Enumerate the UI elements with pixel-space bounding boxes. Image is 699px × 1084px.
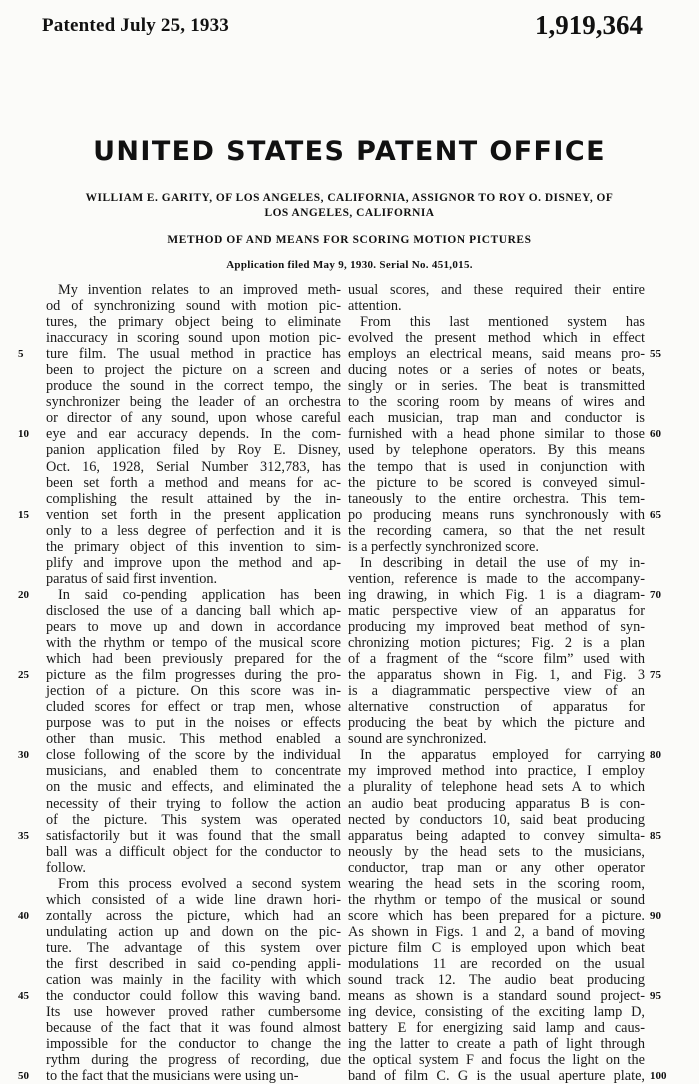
text-line: the picture to be scored is conveyed simul-	[348, 474, 645, 491]
inventor-line: WILLIAM E. GARITY, OF LOS ANGELES, CALIFORNIA, ASSIGNOR TO ROY O. DISNEY, OF	[85, 192, 614, 204]
text-line: inaccuracy in scoring sound upon motion pic-	[46, 330, 341, 347]
text-line: From this last mentioned system has	[360, 314, 645, 331]
office-heading: UNITED STATES PATENT OFFICE	[93, 136, 606, 167]
text-line: zontally across the picture, which had an	[46, 907, 341, 924]
text-line: an audio beat producing apparatus B is con-	[348, 795, 645, 812]
text-line: ing device, consisting of the exciting lamp D,	[348, 1004, 645, 1021]
text-line: alternative construction of apparatus for	[348, 699, 645, 716]
line-number-right: 95	[650, 990, 661, 1003]
text-line: only to a less degree of perfection and it is	[46, 522, 341, 539]
line-number-right: 85	[650, 829, 661, 842]
text-line: undulating action up and down on the pic-	[46, 923, 341, 940]
line-number-left: 35	[18, 829, 29, 842]
text-line: battery E for energizing said lamp and caus-	[348, 1020, 645, 1037]
text-line: jection of a picture. On this score was in-	[46, 683, 341, 700]
inventor-assignee	[30, 191, 669, 221]
text-line: Oct. 16, 1928, Serial Number 312,783, has	[46, 458, 341, 475]
text-line: conductor, trap man or any other operator	[348, 859, 645, 876]
text-line: sound track 12. The audio beat producing	[348, 972, 645, 989]
text-line: purpose was to put in the noises or effects	[46, 715, 341, 732]
line-number-left: 40	[18, 909, 29, 922]
text-line: each musician, trap man and conductor is	[348, 410, 645, 427]
text-line: cation was mainly in the facility with which	[46, 972, 341, 989]
application-info: Application filed May 9, 1930. Serial No. 451,015.	[226, 259, 473, 271]
text-line: the primary object of this invention to sim-	[46, 538, 341, 555]
text-line: to the fact that the musicians were using un-	[46, 1068, 299, 1084]
text-line: matic perspective view of an apparatus for	[348, 602, 645, 619]
text-line: score which has been prepared for a picture.	[348, 907, 645, 924]
text-line: panion application filed by Roy E. Disney,	[46, 442, 341, 459]
text-line: As shown in Figs. 1 and 2, a band of moving	[348, 923, 645, 940]
text-line: complishing the result attained by the in-	[46, 490, 341, 507]
line-number-left: 5	[18, 348, 24, 361]
text-line: means as shown is a standard sound project-	[348, 988, 645, 1005]
text-line: vention, reference is made to the accompany-	[348, 570, 645, 587]
text-line: with the rhythm or tempo of the musical score	[46, 635, 341, 652]
text-line: ture film. The usual method in practice has	[46, 346, 341, 363]
text-line: sound are synchronized.	[348, 731, 487, 748]
text-line: close following of the score by the individual	[46, 747, 341, 764]
text-line: or director of any sound, upon whose careful	[46, 410, 341, 427]
text-line: producing the beat by which the picture and	[348, 715, 645, 732]
line-number-right: 60	[650, 428, 661, 441]
text-line: usual scores, and these required their entire	[348, 282, 645, 298]
text-line: a plurality of telephone head sets A to which	[348, 779, 645, 796]
invention-title: METHOD OF AND MEANS FOR SCORING MOTION PICTURES	[167, 234, 532, 246]
inventor-line: LOS ANGELES, CALIFORNIA	[264, 207, 435, 219]
text-line: used by telephone operators. By this means	[348, 442, 645, 459]
text-line: follow.	[46, 859, 86, 876]
text-line: of a fragment of the “score film” used with	[348, 651, 645, 668]
line-number-left: 10	[18, 428, 29, 441]
text-line: band of film C. G is the usual aperture plate,	[348, 1068, 645, 1084]
text-line: neously by the head sets to the musicians,	[348, 843, 645, 860]
text-line: plify and improve upon the method and ap-	[46, 554, 341, 571]
text-line: chronizing motion pictures; Fig. 2 is a plan	[348, 635, 645, 652]
text-line: pears to move up and down in accordance	[46, 618, 341, 635]
text-line: modulations 11 are recorded on the usual	[348, 955, 645, 972]
line-number-right: 75	[650, 669, 661, 682]
text-line: singly or in series. The beat is transmitted	[348, 378, 645, 395]
text-line: because of the fact that it was found almost	[46, 1020, 341, 1037]
text-line: the recording camera, so that the net result	[348, 522, 645, 539]
text-line: the rhythm or tempo of the musical or sound	[348, 891, 645, 908]
line-number-right: 65	[650, 508, 661, 521]
text-line: furnished with a head phone similar to those	[348, 426, 645, 443]
line-number-right: 80	[650, 749, 661, 762]
text-line: ing drawing, in which Fig. 1 is a diagram-	[348, 586, 645, 603]
text-line: wearing the head sets in the scoring room,	[348, 875, 645, 892]
text-line: In describing in detail the use of my in-	[360, 554, 645, 571]
text-line: taneously to the entire orchestra. This tem-	[348, 490, 645, 507]
patent-number: 1,919,364	[535, 10, 643, 40]
text-line: paratus of said first invention.	[46, 570, 218, 587]
left-text-column	[46, 282, 341, 1084]
line-number-left: 20	[18, 588, 29, 601]
text-line: the first described in said co-pending appli-	[46, 955, 341, 972]
text-line: ducing notes or a series of notes or beats,	[348, 362, 645, 379]
text-line: the conductor could follow this waving band.	[46, 988, 341, 1005]
text-line: been to project the picture on a screen and	[46, 362, 341, 379]
text-line: satisfactorily but it was found that the small	[46, 827, 341, 844]
text-line: disclosed the use of a dancing ball which ap-	[46, 602, 341, 619]
text-line: apparatus being adapted to convey simulta-	[348, 827, 645, 844]
text-line: is a perfectly synchronized score.	[348, 538, 539, 555]
text-line: rythm during the progress of recording, due	[46, 1052, 341, 1069]
text-line: my improved method into practice, I employ	[348, 763, 645, 780]
line-number-right: 90	[650, 909, 661, 922]
text-line: to the scoring room by means of wires and	[348, 394, 645, 411]
text-line: cluded scores for effect or trap men, whose	[46, 699, 341, 716]
text-line: picture film C is employed upon which beat	[348, 939, 645, 956]
text-line: ball was a difficult object for the conductor to	[46, 843, 341, 860]
text-line: produce the sound in the correct tempo, the	[46, 378, 341, 395]
text-line: is a diagrammatic perspective view of an	[348, 683, 645, 700]
text-line: ture. The advantage of this system over	[46, 939, 341, 956]
patent-date: Patented July 25, 1933	[42, 15, 230, 36]
text-line: vention set forth in the present application	[46, 506, 341, 523]
text-line: In said co-pending application has been	[58, 586, 341, 603]
line-number-right: 100	[650, 1070, 667, 1083]
text-line: od of synchronizing sound with motion pic-	[46, 298, 341, 315]
text-line: synchronizer being the leader of an orchestra	[46, 394, 341, 411]
text-line: picture as the film progresses during the pro-	[46, 667, 341, 684]
text-line: other than music. This method enabled a	[46, 731, 341, 748]
text-line: evolved the present method which in effect	[348, 330, 645, 347]
text-line: musicians, and enabled them to concentrate	[46, 763, 341, 780]
text-line: been set forth a method and means for ac-	[46, 474, 341, 491]
text-line: impossible for the conductor to change the	[46, 1036, 341, 1053]
text-line: My invention relates to an improved meth-	[58, 282, 341, 298]
text-line: employs an electrical means, said means pro-	[348, 346, 645, 363]
line-number-left: 15	[18, 508, 29, 521]
text-line: Its use however proved rather cumbersome	[46, 1004, 341, 1021]
line-number-right: 70	[650, 588, 661, 601]
text-line: attention.	[348, 298, 402, 315]
text-line: the optical system F and focus the light on the	[348, 1052, 645, 1069]
line-number-left: 30	[18, 749, 29, 762]
text-line: necessity of their trying to follow the action	[46, 795, 341, 812]
text-line: From this process evolved a second system	[58, 875, 341, 892]
text-line: which consisted of a wide line drawn hori-	[46, 891, 341, 908]
right-text-column	[348, 282, 645, 1084]
text-line: nected by conductors 10, said beat producing	[348, 811, 645, 828]
line-number-left: 50	[18, 1070, 29, 1083]
text-line: producing my improved beat method of syn-	[348, 618, 645, 635]
text-line: ing the latter to create a path of light through	[348, 1036, 645, 1053]
line-number-right: 55	[650, 348, 661, 361]
text-line: the apparatus shown in Fig. 1, and Fig. 3	[348, 667, 645, 684]
text-line: tures, the primary object being to eliminate	[46, 314, 341, 331]
text-line: eye and ear accuracy depends. In the com-	[46, 426, 341, 443]
line-number-left: 25	[18, 669, 29, 682]
text-line: po producing means runs synchronously with	[348, 506, 645, 523]
text-line: of the picture. This system was operated	[46, 811, 341, 828]
text-line: In the apparatus employed for carrying	[360, 747, 645, 764]
line-number-left: 45	[18, 990, 29, 1003]
text-line: which had been previously prepared for the	[46, 651, 341, 668]
text-line: the tempo that is used in conjunction with	[348, 458, 645, 475]
text-line: on the music and effects, and eliminated the	[46, 779, 341, 796]
